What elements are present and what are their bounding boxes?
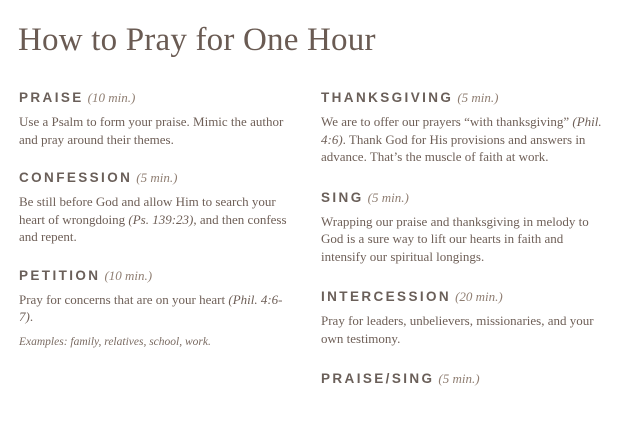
duration-label: (5 min.): [367, 189, 409, 205]
heading-label: SING: [321, 189, 364, 205]
section-confession: [19, 170, 287, 246]
scripture-reference: (Ps. 139:23): [128, 211, 194, 227]
left-column: [19, 90, 287, 350]
section-body: [19, 291, 287, 326]
duration-label: (5 min.): [457, 90, 499, 105]
right-column: [321, 90, 606, 387]
heading-label: INTERCESSION: [321, 289, 452, 304]
duration-label: (10 min.): [87, 90, 136, 105]
heading-label: PRAISE/SING: [321, 371, 435, 386]
section-heading: [321, 371, 606, 387]
scripture-reference: (Phil. 4:6): [321, 114, 602, 147]
section-heading: [19, 268, 287, 284]
body-text: . Thank God for His provisions and answers in advance. That’s the muscle of faith at work.: [321, 131, 586, 164]
body-text: Use a Psalm to form your praise. Mimic the author and pray around their themes.: [19, 114, 284, 147]
body-text: Pray for leaders, unbelievers, missionaries, and your own testimony.: [321, 313, 594, 346]
section-heading: [19, 170, 287, 186]
duration-label: (5 min.): [136, 170, 178, 185]
body-text: Wrapping our praise and thanksgiving in melody to God is a sure way to lift our hearts in faith and intensify our spiritual longings.: [321, 213, 589, 264]
duration-label: (20 min.): [455, 289, 503, 304]
body-text: Pray for concerns that are on your heart: [19, 291, 229, 307]
section-praise-sing: [321, 371, 606, 387]
section-heading: [321, 190, 606, 206]
section-sing: [321, 190, 606, 266]
section-heading: [321, 90, 606, 106]
heading-label: PRAISE: [19, 90, 84, 105]
section-petition: [19, 268, 287, 350]
section-heading: [19, 90, 287, 106]
examples-note: Examples: family, relatives, school, work.: [19, 335, 211, 348]
body-text: Be still before God and allow Him to search your heart of wrongdoing: [19, 194, 276, 227]
body-text: .: [29, 309, 34, 324]
body-text: , and then confess and repent.: [19, 211, 287, 244]
section-body: [19, 113, 287, 148]
section-praise: [19, 90, 287, 148]
heading-label: CONFESSION: [19, 170, 133, 185]
section-intercession: [321, 289, 606, 347]
section-body: [321, 312, 606, 347]
page-title: How to Pray for One Hour: [18, 22, 376, 58]
section-heading: [321, 289, 606, 305]
section-body: [321, 213, 606, 266]
scripture-reference: (Phil. 4:6-7): [19, 291, 283, 324]
duration-label: (5 min.): [438, 371, 480, 386]
heading-label: THANKSGIVING: [321, 90, 454, 105]
heading-label: PETITION: [19, 267, 101, 283]
section-thanksgiving: [321, 90, 606, 166]
section-body: [321, 113, 606, 166]
section-body: [19, 193, 287, 246]
duration-label: (10 min.): [104, 267, 153, 283]
body-text: We are to offer our prayers “with thanksgiving”: [321, 114, 573, 129]
